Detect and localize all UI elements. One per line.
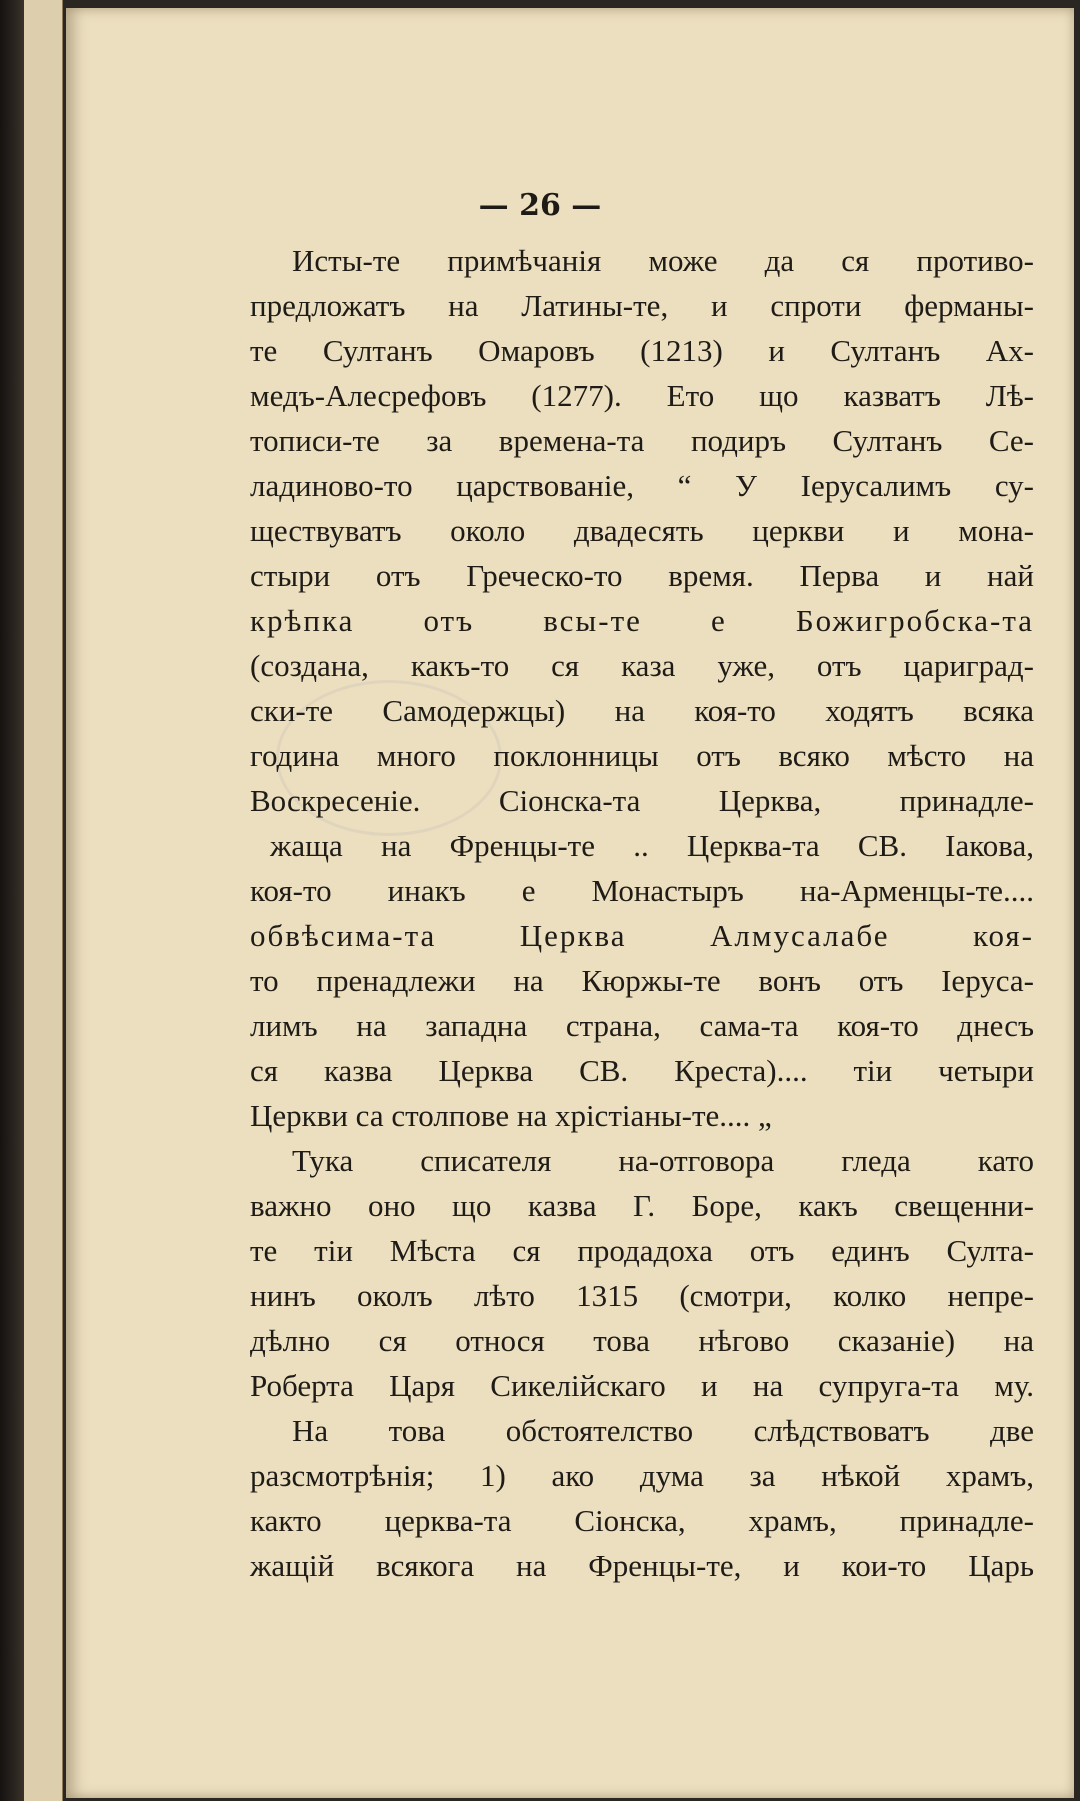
text-line: година много поклонницы отъ всяко мѣсто на bbox=[250, 738, 1034, 773]
page-number: — 26 — bbox=[478, 188, 602, 223]
text-line: обвѣсима-та Церква Алмусалабе коя- bbox=[250, 918, 1034, 953]
text-line: ся казва Церква СВ. Креста).... тіи четыри bbox=[250, 1053, 1034, 1088]
text-line: важно оно що казва Г. Боре, какъ свещенни- bbox=[250, 1188, 1034, 1223]
text-line: Воскресеніе. Сіонска-та Церква, принадле- bbox=[250, 783, 1034, 818]
text-line: то пренадлежи на Кюржы-те вонъ отъ Іеруса- bbox=[250, 963, 1034, 998]
text-line: На това обстоятелство слѣдствоватъ две bbox=[292, 1413, 1034, 1448]
text-line: Исты-те примѣчанія може да ся противо- bbox=[292, 243, 1034, 278]
text-line: жаща на Френцы-те .. Церква-та СВ. Іакова, bbox=[270, 828, 1034, 863]
text-line: разсмотрѣнія; 1) ако дума за нѣкой храмъ, bbox=[250, 1458, 1034, 1493]
text-line: както церква-та Сіонска, храмъ, принадле- bbox=[250, 1503, 1034, 1538]
text-line: стыри отъ Греческо-то время. Перва и най bbox=[250, 558, 1034, 593]
text-line: те тіи Мѣста ся продадоха отъ единъ Султа- bbox=[250, 1233, 1034, 1268]
text-line: Тука списателя на-отговора гледа като bbox=[292, 1143, 1034, 1178]
text-line: ски-те Самодержцы) на коя-то ходятъ всяка bbox=[250, 693, 1034, 728]
text-line: медъ-Алесрефовъ (1277). Ето що казватъ Лѣ- bbox=[250, 378, 1034, 413]
text-line: Роберта Царя Сикелійскаго и на супруга-та му. bbox=[250, 1368, 1034, 1403]
text-line: те Султанъ Омаровъ (1213) и Султанъ Ах- bbox=[250, 333, 1034, 368]
text-line: (создана, какъ-то ся каза уже, отъ цариград- bbox=[250, 648, 1034, 683]
text-line: тописи-те за времена-та подиръ Султанъ Се- bbox=[250, 423, 1034, 458]
text-line: лимъ на западна страна, сама-та коя-то днесъ bbox=[250, 1008, 1034, 1043]
text-line: нинъ околъ лѣто 1315 (смотри, колко непре- bbox=[250, 1278, 1034, 1313]
text-line: дѣлно ся относя това нѣгово сказаніе) на bbox=[250, 1323, 1034, 1358]
text-line: Церкви са столпове на хрістіаны-те.... „ bbox=[250, 1098, 772, 1133]
text-line: ществуватъ около двадесять церкви и мона- bbox=[250, 513, 1034, 548]
text-line: коя-то инакъ е Монастыръ на-Арменцы-те.... bbox=[250, 873, 1034, 908]
text-line: ладиново-то царствованіе, “ У Іерусалимъ су- bbox=[250, 468, 1034, 503]
text-line: предложатъ на Латины-те, и спроти ферманы- bbox=[250, 288, 1034, 323]
text-line: жащій всякога на Френцы-те, и кои-то Царь bbox=[250, 1548, 1034, 1583]
text-line: крѣпка отъ всы-те е Божигробска-та bbox=[250, 603, 1034, 638]
